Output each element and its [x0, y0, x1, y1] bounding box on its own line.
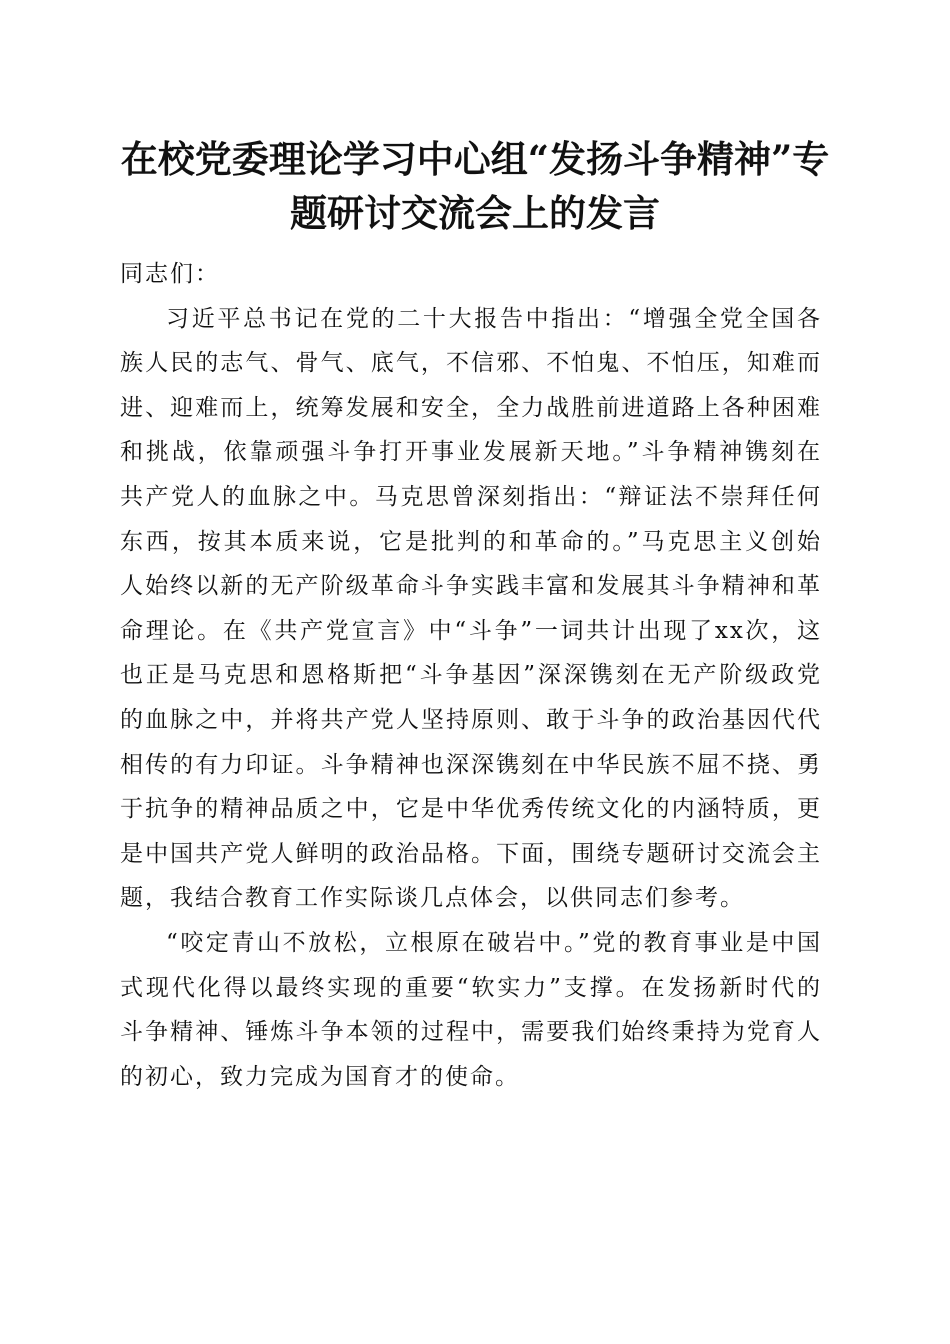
title-line-1: 在校党委理论学习中心组“发扬斗争精神”专 — [120, 137, 830, 181]
paragraph-2: “咬定青山不放松，立根原在破岩中。”党的教育事业是中国式现代化得以最终实现的重要“软实力”支撑。在发扬新时代的斗争精神、锤炼斗争本领的过程中，需要我们始终秉持为党育人的初心，致力完成为国育才的使命。 — [120, 929, 822, 1090]
title-line-2: 题研讨交流会上的发言 — [290, 191, 660, 235]
document-body — [120, 252, 822, 1099]
document-title — [110, 132, 840, 240]
salutation: 同志们： — [120, 261, 220, 287]
paragraph-1: 习近平总书记在党的二十大报告中指出：“增强全党全国各族人民的志气、骨气、底气，不信邪、不怕鬼、不怕压，知难而进、迎难而上，统筹发展和安全，全力战胜前进道路上各种困难和挑战，依靠顽强斗争打开事业发展新天地。”斗争精神镌刻在共产党人的血脉之中。马克思曾深刻指出：“辩证法不崇拜任何东西，按其本质来说，它是批判的和革命的。”马克思主义创始人始终以新的无产阶级革命斗争实践丰富和发展其斗争精神和革命理论。在《共产党宣言》中“斗争”一词共计出现了xx次，这也正是马克思和恩格斯把“斗争基因”深深镌刻在无产阶级政党的血脉之中，并将共产党人坚持原则、敢于斗争的政治基因代代相传的有力印证。斗争精神也深深镌刻在中华民族不屈不挠、勇于抗争的精神品质之中，它是中华优秀传统文化的内涵特质，更是中国共产党人鲜明的政治品格。下面，围绕专题研讨交流会主题，我结合教育工作实际谈几点体会，以供同志们参考。 — [120, 305, 822, 912]
